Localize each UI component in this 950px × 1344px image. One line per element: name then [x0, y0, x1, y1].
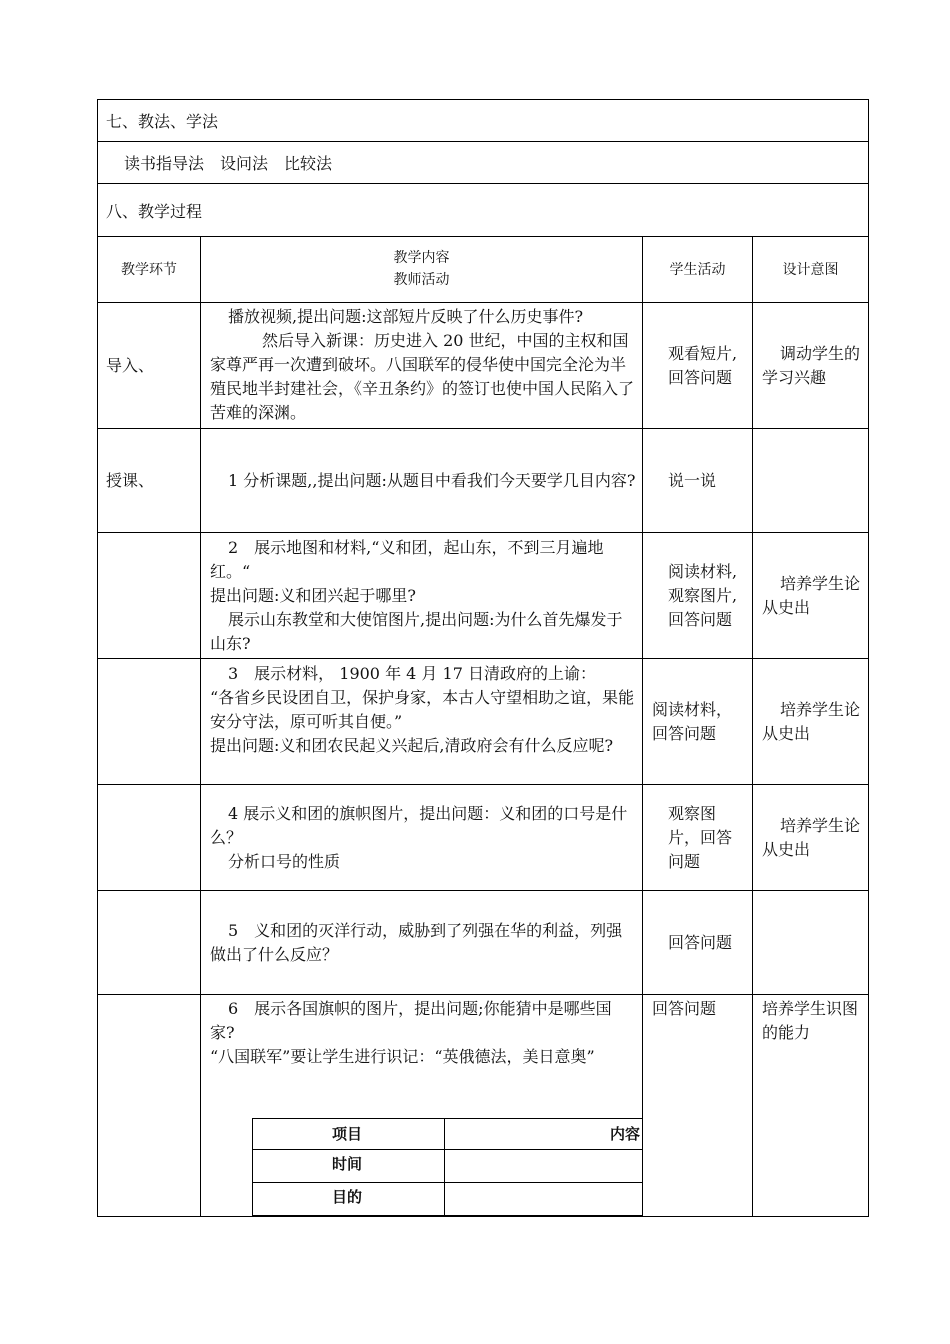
row7-student: 回答问题: [652, 999, 717, 1018]
subtable-header-item: 项目: [332, 1125, 363, 1143]
row1-stage: 导入、: [106, 355, 155, 375]
subtable-header-content: 内容: [610, 1125, 641, 1143]
row2-student: 说一说: [668, 470, 717, 490]
row4-content-p3: 提出问题:义和团农民起义兴起后,清政府会有什么反应呢?: [210, 736, 614, 755]
teaching-methods: 读书指导法 设问法 比较法: [124, 154, 333, 173]
subtable-row-purpose: 目的: [332, 1188, 363, 1206]
row7-content: [210, 997, 636, 1069]
row3-intent: 培养学生论从史出: [762, 573, 861, 617]
row3-content-p1: 2 展示地图和材料,“义和团，起山东，不到三月遍地红。“: [210, 538, 604, 581]
row4-content: [210, 662, 636, 758]
row3-content-p3: 展示山东教堂和大使馆图片,提出问题:为什么首先爆发于山东?: [210, 610, 623, 653]
header-intent: 设计意图: [782, 261, 839, 278]
section8-heading: 八、教学过程: [106, 202, 203, 221]
row2-stage: 授课、: [106, 470, 155, 490]
row1-content-p2: 然后导入新课：历史进入 20 世纪，中国的主权和国家尊严再一次遭到破坏。八国联军的侵华使中国完全沦为半殖民地半封建社会，《辛丑条约》的签订也使中国人民陷入了苦难的深渊。: [210, 331, 635, 422]
row7-intent: 培养学生识图的能力: [762, 999, 859, 1042]
row1-student: 观看短片,回答问题: [668, 343, 738, 387]
row2-content-p1: 1 分析课题,,提出问题:从题目中看我们今天要学几目内容?: [228, 470, 636, 490]
row6-content: [210, 891, 636, 994]
row3-content-p2: 提出问题:义和团兴起于哪里?: [210, 586, 416, 605]
header-content: [201, 247, 642, 291]
row1-content: [210, 305, 636, 425]
row2-content: [210, 429, 636, 532]
row6-content-p1: 5 义和团的灭洋行动，威胁到了列强在华的利益，列强做出了什么反应？: [210, 920, 623, 964]
row1-content-p1: 播放视频,提出问题:这部短片反映了什么历史事件?: [228, 307, 584, 326]
row3-content: [210, 536, 636, 656]
row4-content-p1: 3 展示材料， 1900 年 4 月 17 日清政府的上谕：: [228, 664, 596, 683]
row5-content-p1: 4 展示义和团的旗帜图片，提出问题：义和团的口号是什么？: [210, 804, 628, 847]
row5-content-p2: 分析口号的性质: [228, 852, 341, 871]
row1-intent: 调动学生的学习兴趣: [762, 343, 861, 387]
row5-intent: 培养学生论从史出: [762, 815, 861, 859]
header-student: 学生活动: [669, 261, 726, 278]
row6-student: 回答问题: [668, 932, 733, 952]
row7-content-p2: “八国联军”要让学生进行识记：“英俄德法，美日意奥”: [210, 1047, 595, 1066]
header-content-line1: 教学内容: [393, 250, 450, 266]
row4-content-p2: “各省乡民设团自卫，保护身家，本古人守望相助之谊，果能安分守法，原可听其自便。”: [210, 688, 635, 731]
row5-content: [210, 802, 636, 874]
row3-student: 阅读材料,观察图片,回答问题: [668, 561, 738, 629]
header-content-line2: 教师活动: [393, 272, 450, 288]
subtable-row-time: 时间: [332, 1155, 363, 1173]
row4-student: 阅读材料，回答问题: [652, 699, 733, 743]
row4-intent: 培养学生论从史出: [762, 699, 861, 743]
header-stage: 教学环节: [121, 261, 177, 278]
section7-heading: 七、教法、学法: [106, 112, 219, 131]
row5-student: 观察图片，回答问题: [668, 803, 733, 871]
row7-content-p1: 6 展示各国旗帜的图片，提出问题;你能猜中是哪些国家?: [210, 999, 612, 1042]
